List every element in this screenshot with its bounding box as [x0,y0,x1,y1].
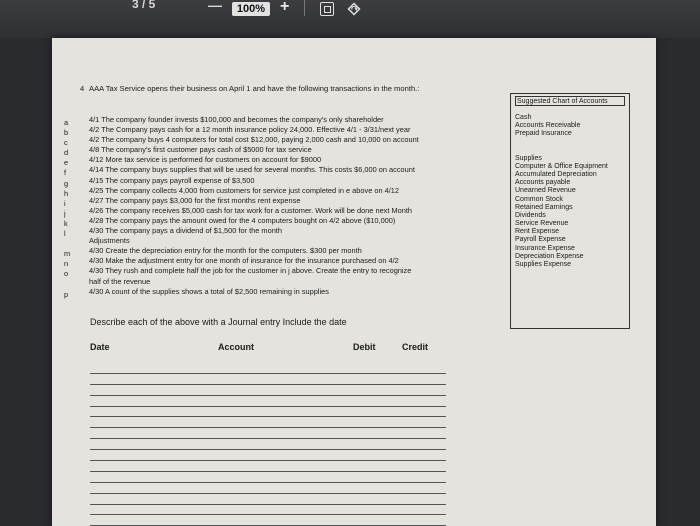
transaction-line: 4/2 The company buys 4 computers for total cost $12,000, paying 2,000 cash and 10,000 on account [89,135,419,145]
account-name: Rent Expense [515,228,559,236]
date-column-header: Date [90,342,110,352]
journal-line [90,494,446,505]
journal-line [90,472,446,483]
rotate-icon[interactable] [346,1,362,17]
journal-line [90,450,446,461]
account-name: Depreciation Expense [515,252,584,260]
question-text: AAA Tax Service opens their business on April 1 and have the following transactions in the month.: [89,84,420,93]
account-name: Supplies [515,154,542,162]
journal-line [90,417,446,428]
chart-of-accounts-box [510,93,630,329]
transaction-letter: g [64,178,69,188]
zoom-level-field[interactable]: 100% [232,2,270,16]
transaction-line: 4/30 Create the depreciation entry for the month for the computers. $300 per month [89,246,362,256]
transaction-line: 4/15 The company pays payroll expense of $3,500 [89,175,255,185]
transaction-line: half of the revenue [89,276,151,286]
transaction-letter: p [64,289,69,299]
journal-line [90,374,446,385]
account-name: Payroll Expense [515,236,566,244]
account-name: Accounts Receivable [515,122,581,130]
zoom-out-button[interactable]: — [208,0,222,13]
journal-line [90,461,446,472]
transaction-letter: n [64,259,69,269]
transaction-letter: k [64,218,68,228]
document-page [52,38,656,526]
fit-page-icon[interactable] [320,2,334,16]
transaction-letter: e [64,158,69,168]
journal-line [90,505,446,516]
transaction-line: 4/26 The company receives $5,000 cash for tax work for a customer. Work will be done next Month [89,205,413,215]
account-name: Service Revenue [515,220,569,228]
journal-line [90,385,446,396]
zoom-in-button[interactable]: + [280,0,290,15]
account-name: Unearned Revenue [515,187,576,195]
pdf-toolbar [0,0,700,38]
transaction-line: 4/14 The company buys supplies that will be used for several months. This costs $6,000 on account [89,165,415,175]
transaction-letter: h [64,188,69,198]
account-name: Cash [515,114,532,121]
account-list [515,114,627,269]
account-name: Retained Earnings [515,203,573,211]
journal-line [90,483,446,494]
page-indicator: 3 / 5 [132,0,156,11]
question-number: 4 [80,84,85,93]
account-name: Accounts payable [515,179,571,187]
transaction-letter [64,280,74,290]
toolbar-divider [304,0,305,16]
journal-line [90,363,446,374]
transaction-line: 4/25 The company collects 4,000 from customers for service just completed in e above on 4/12 [89,185,400,195]
transaction-letter [64,239,74,249]
account-name: Supplies Expense [515,261,572,268]
transaction-letter: o [64,269,69,279]
debit-column-header: Debit [353,342,376,352]
account-column-header: Account [218,342,254,352]
transaction-line: 4/2 The Company pays cash for a 12 month insurance policy 24,000. Effective 4/1 - 3/31/next year [89,125,411,135]
journal-line [90,428,446,439]
transaction-list [89,115,484,297]
transaction-line: 4/27 The company pays $3,000 for the first months rent expense [89,195,301,205]
chart-of-accounts-title: Suggested Chart of Accounts [515,96,625,106]
transaction-letter: b [64,128,69,138]
transaction-line: 4/30 They rush and complete half the job for the customer in j above. Create the entry to recognize [89,266,412,276]
transaction-letter: f [64,168,67,178]
transaction-letter: a [64,118,69,127]
account-name: Prepaid Insurance [515,130,572,138]
transaction-line: 4/8 The company's first customer pays cash of $5000 for tax service [89,145,312,155]
transaction-line: 4/1 The company founder invests $100,000 and becomes the company's only shareholder [89,115,384,124]
account-name: Common Stock [515,195,563,203]
credit-column-header: Credit [402,342,429,352]
transaction-line: 4/30 The company pays a dividend of $1,500 for the month [89,226,282,236]
account-name: Computer & Office Equipment [515,162,608,170]
transaction-line: 4/30 Make the adjustment entry for one month of insurance for the insurance purchased on 4/2 [89,256,399,266]
account-group-spacer [515,139,627,155]
transaction-line: 4/12 More tax service is performed for customers on account for $9000 [89,155,322,165]
transaction-letter: i [64,198,66,208]
transaction-letter: l [64,229,66,239]
adjustments-heading: Adjustments [89,236,130,246]
instruction-text: Describe each of the above with a Journal entry Include the date [90,317,347,327]
journal-line [90,515,446,526]
journal-line [90,407,446,418]
transaction-letter: j [64,208,66,218]
transaction-letters [64,118,74,300]
transaction-line: 4/28 The company pays the amount owed for the 4 computers bought on 4/2 above ($10,000) [89,215,396,225]
account-name: Accumulated Depreciation [515,170,597,178]
journal-line [90,439,446,450]
transaction-letter: m [64,249,71,259]
transaction-line: 4/30 A count of the supplies shows a total of $2,500 remaining in supplies [89,286,329,296]
account-name: Dividends [515,211,546,219]
transaction-letter: c [64,138,68,148]
transaction-letter: d [64,148,69,158]
account-name: Insurance Expense [515,244,575,252]
journal-entry-lines [90,363,446,526]
journal-line [90,396,446,407]
question-intro [80,84,425,93]
